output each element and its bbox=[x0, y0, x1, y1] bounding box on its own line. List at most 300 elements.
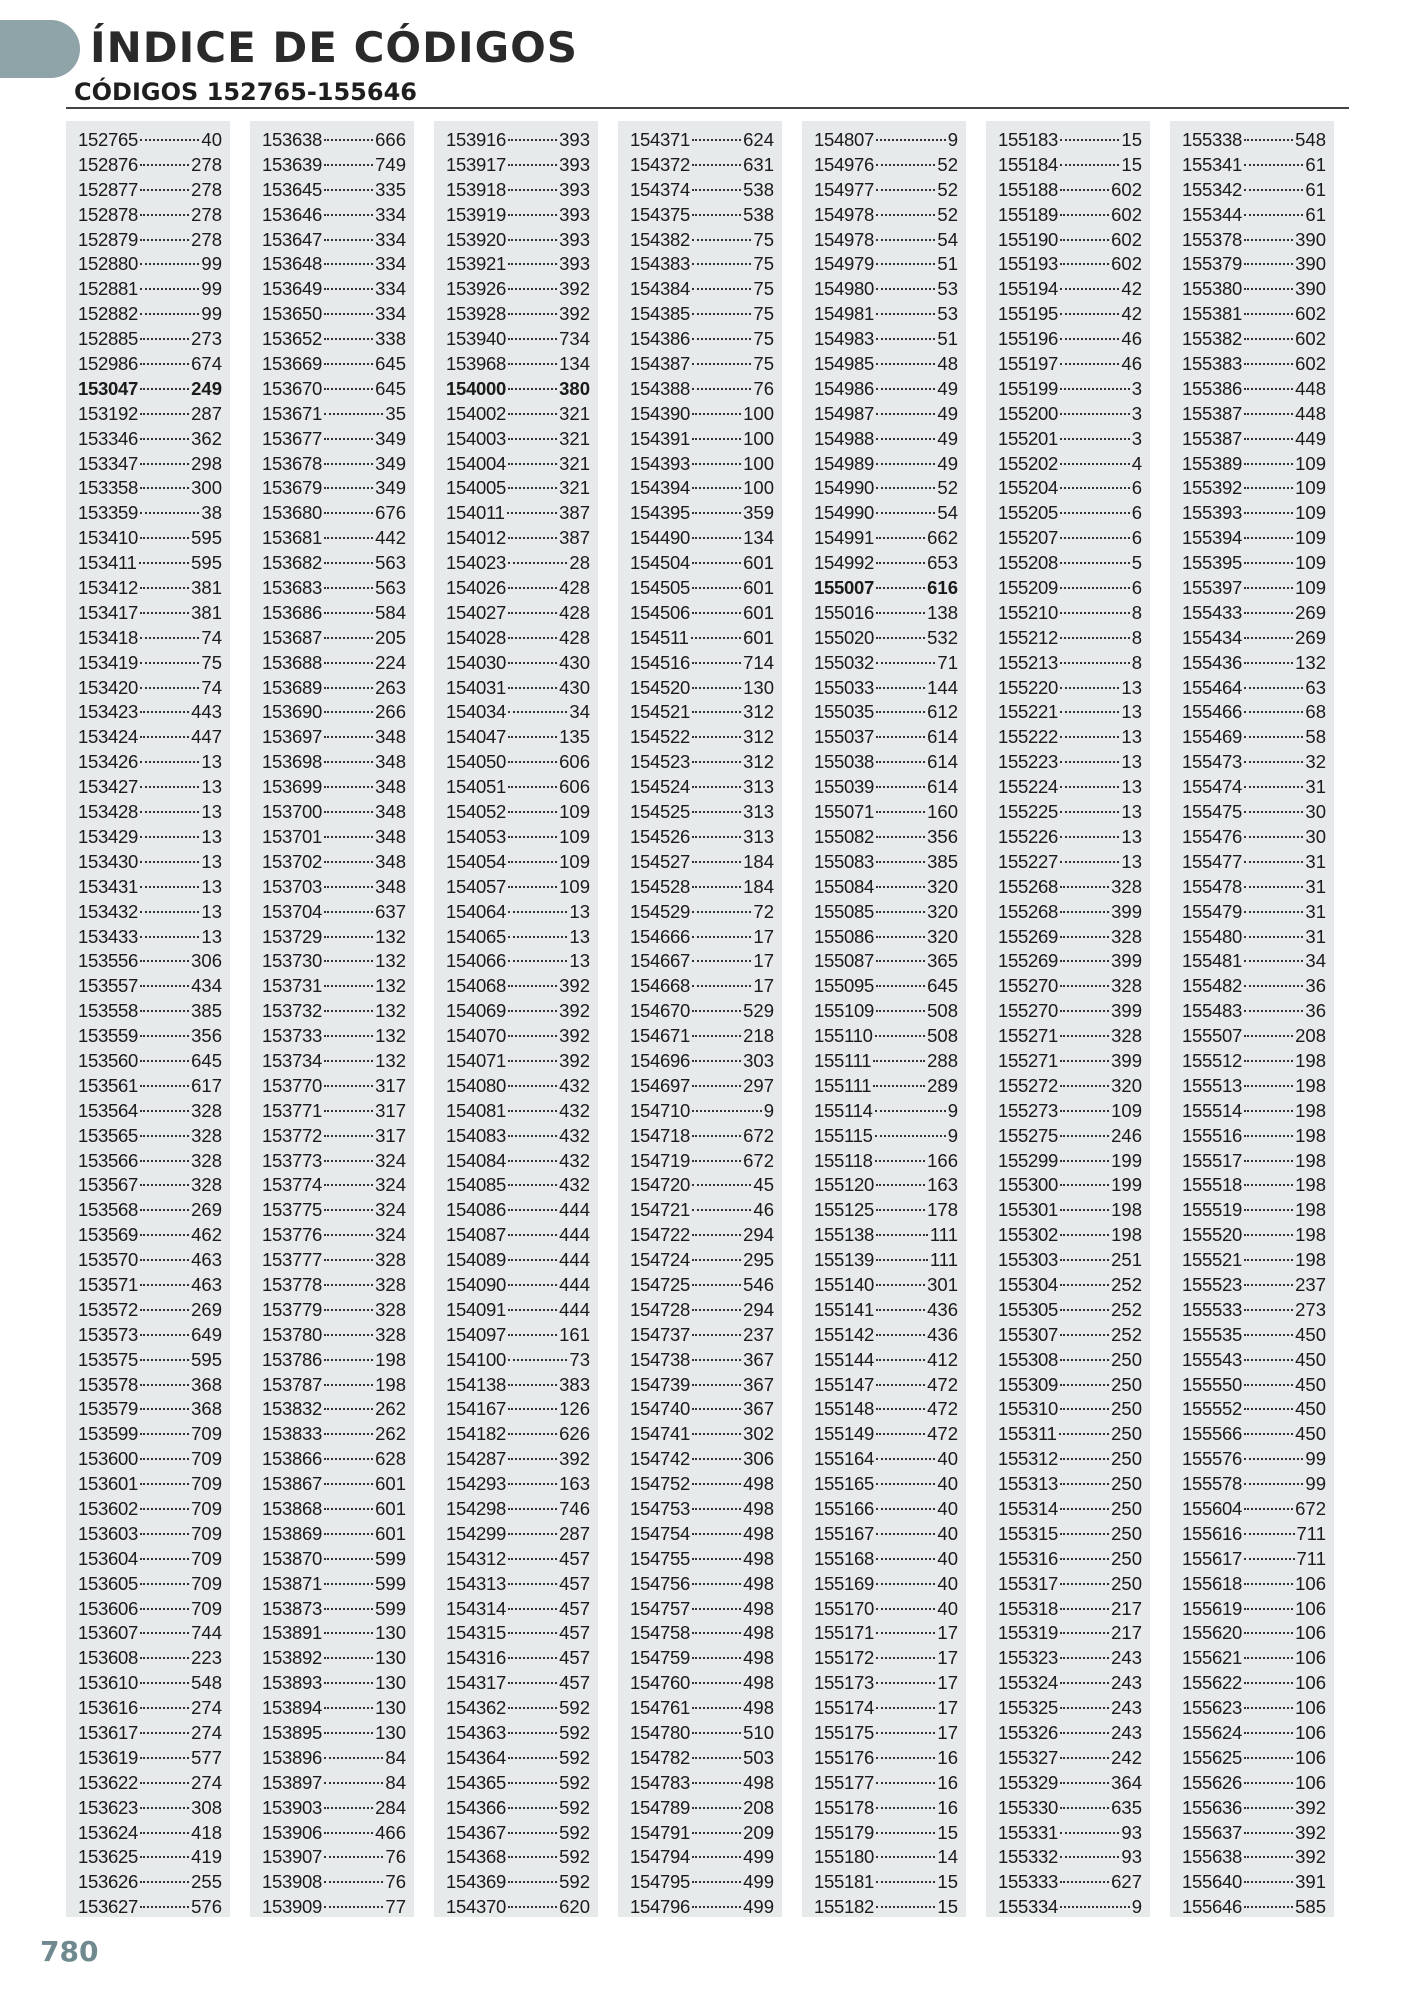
index-column-6 bbox=[986, 121, 1150, 1917]
entry-code: 154366 bbox=[446, 1796, 506, 1818]
dot-leader bbox=[1244, 1687, 1293, 1709]
entry-code: 154728 bbox=[630, 1298, 690, 1320]
entry-page: 144 bbox=[927, 676, 958, 698]
dot-leader bbox=[1060, 1836, 1119, 1858]
entry-code: 155478 bbox=[1182, 875, 1242, 897]
entry-page: 100 bbox=[743, 402, 774, 424]
entry-code: 155482 bbox=[1182, 975, 1242, 997]
dot-leader bbox=[324, 1189, 373, 1211]
dot-leader bbox=[140, 1015, 189, 1037]
dot-leader bbox=[1244, 940, 1303, 962]
entry-code: 155222 bbox=[998, 726, 1058, 748]
dot-leader bbox=[140, 1463, 189, 1485]
entry-page: 106 bbox=[1295, 1746, 1326, 1768]
dot-leader bbox=[140, 1538, 189, 1560]
entry-page: 130 bbox=[375, 1722, 406, 1743]
entry-code: 155200 bbox=[998, 402, 1058, 424]
entry-page: 13 bbox=[569, 900, 590, 922]
entry-code: 155164 bbox=[814, 1448, 874, 1470]
entry-page: 392 bbox=[559, 1000, 590, 1022]
entry-code: 153570 bbox=[78, 1249, 138, 1271]
dot-leader bbox=[508, 418, 557, 440]
dot-leader bbox=[876, 517, 925, 539]
entry-code: 154796 bbox=[630, 1896, 690, 1918]
entry-code: 155338 bbox=[1182, 129, 1242, 150]
entry-code: 155473 bbox=[1182, 751, 1242, 773]
entry-code: 154988 bbox=[814, 427, 874, 449]
entry-page: 498 bbox=[743, 1473, 774, 1495]
entry-page: 138 bbox=[927, 601, 958, 623]
entry-page: 368 bbox=[191, 1373, 222, 1395]
dot-leader bbox=[692, 990, 741, 1012]
dot-leader bbox=[692, 1687, 741, 1709]
entry-page: 620 bbox=[559, 1896, 590, 1918]
entry-page: 367 bbox=[743, 1398, 774, 1420]
entry-code: 154394 bbox=[630, 477, 690, 499]
dot-leader bbox=[692, 691, 741, 713]
dot-leader bbox=[324, 343, 373, 365]
entry-code: 153566 bbox=[78, 1149, 138, 1171]
dot-leader bbox=[508, 990, 557, 1012]
entry-page: 13 bbox=[569, 950, 590, 972]
entry-page: 419 bbox=[191, 1846, 222, 1868]
dot-leader bbox=[140, 1438, 189, 1460]
index-entry bbox=[250, 1891, 414, 1916]
entry-page: 250 bbox=[1111, 1398, 1142, 1420]
dot-leader bbox=[692, 1787, 741, 1809]
dot-leader bbox=[508, 268, 557, 290]
entry-page: 324 bbox=[375, 1174, 406, 1196]
index-column-1 bbox=[66, 121, 230, 1917]
entry-page: 508 bbox=[927, 1025, 958, 1047]
entry-page: 224 bbox=[375, 651, 406, 673]
dot-leader bbox=[875, 1015, 926, 1037]
entry-page: 601 bbox=[375, 1473, 406, 1495]
entry-page: 8 bbox=[1131, 601, 1142, 623]
index-column-2 bbox=[250, 121, 414, 1917]
dot-leader bbox=[324, 1314, 373, 1336]
entry-page: 198 bbox=[375, 1373, 406, 1395]
entry-code: 155310 bbox=[998, 1398, 1058, 1420]
entry-page: 601 bbox=[375, 1522, 406, 1544]
entry-code: 155269 bbox=[998, 950, 1058, 972]
dot-leader bbox=[876, 1189, 925, 1211]
dot-leader bbox=[876, 1836, 935, 1858]
dot-leader bbox=[324, 1413, 373, 1435]
dot-leader bbox=[508, 1090, 557, 1112]
dot-leader bbox=[140, 243, 199, 265]
entry-page: 450 bbox=[1295, 1398, 1326, 1420]
dot-leader bbox=[324, 268, 373, 290]
entry-page: 208 bbox=[1295, 1025, 1326, 1047]
entry-code: 153428 bbox=[78, 801, 138, 823]
subtitle-range: 152765-155646 bbox=[206, 78, 417, 106]
entry-code: 154167 bbox=[446, 1398, 506, 1420]
entry-code: 153602 bbox=[78, 1497, 138, 1519]
entry-code: 154054 bbox=[446, 850, 506, 872]
entry-code: 154089 bbox=[446, 1249, 506, 1271]
dot-leader bbox=[140, 965, 189, 987]
dot-leader bbox=[1060, 492, 1130, 514]
dot-leader bbox=[1060, 542, 1130, 564]
entry-page: 109 bbox=[559, 875, 590, 897]
entry-code: 155224 bbox=[998, 776, 1058, 798]
dot-leader bbox=[1244, 467, 1293, 489]
entry-code: 153895 bbox=[262, 1722, 322, 1743]
dot-leader bbox=[324, 1762, 383, 1784]
dot-leader bbox=[876, 866, 925, 888]
dot-leader bbox=[508, 243, 557, 265]
entry-page: 269 bbox=[191, 1199, 222, 1221]
entry-code: 154760 bbox=[630, 1672, 690, 1694]
entry-page: 208 bbox=[743, 1796, 774, 1818]
entry-code: 155140 bbox=[814, 1273, 874, 1295]
entry-code: 155180 bbox=[814, 1846, 874, 1868]
entry-code: 154370 bbox=[446, 1896, 506, 1918]
dot-leader bbox=[1060, 1488, 1109, 1510]
entry-code: 155518 bbox=[1182, 1174, 1242, 1196]
dot-leader bbox=[140, 1588, 189, 1610]
entry-code: 153561 bbox=[78, 1074, 138, 1096]
dot-leader bbox=[324, 169, 373, 191]
dot-leader bbox=[1244, 1438, 1303, 1460]
entry-code: 154383 bbox=[630, 253, 690, 275]
dot-leader bbox=[1244, 691, 1303, 713]
dot-leader bbox=[692, 418, 741, 440]
dot-leader bbox=[324, 194, 373, 216]
entry-code: 153420 bbox=[78, 676, 138, 698]
dot-leader bbox=[324, 219, 373, 241]
dot-leader bbox=[140, 667, 199, 689]
dot-leader bbox=[508, 940, 567, 962]
entry-code: 155220 bbox=[998, 676, 1058, 698]
entry-code: 154287 bbox=[446, 1448, 506, 1470]
entry-page: 599 bbox=[375, 1572, 406, 1594]
dot-leader bbox=[140, 1314, 189, 1336]
entry-code: 154720 bbox=[630, 1174, 690, 1196]
entry-page: 320 bbox=[927, 875, 958, 897]
entry-code: 153648 bbox=[262, 253, 322, 275]
entry-code: 154026 bbox=[446, 577, 506, 599]
entry-code: 154780 bbox=[630, 1722, 690, 1743]
entry-page: 328 bbox=[1111, 875, 1142, 897]
entry-code: 154080 bbox=[446, 1074, 506, 1096]
dot-leader bbox=[692, 841, 741, 863]
entry-page: 126 bbox=[559, 1398, 590, 1420]
entry-code: 155393 bbox=[1182, 502, 1242, 524]
dot-leader bbox=[692, 293, 751, 315]
dot-leader bbox=[876, 542, 925, 564]
entry-page: 392 bbox=[559, 278, 590, 300]
dot-leader bbox=[324, 368, 373, 390]
entry-code: 155483 bbox=[1182, 1000, 1242, 1022]
entry-page: 672 bbox=[743, 1124, 774, 1146]
dot-leader bbox=[1060, 1662, 1109, 1684]
entry-code: 154710 bbox=[630, 1099, 690, 1121]
dot-leader bbox=[692, 1214, 741, 1236]
dot-leader bbox=[1060, 1563, 1109, 1585]
dot-leader bbox=[140, 642, 199, 664]
entry-page: 508 bbox=[927, 1000, 958, 1022]
dot-leader bbox=[1060, 716, 1119, 738]
entry-code: 155084 bbox=[814, 875, 874, 897]
entry-code: 154052 bbox=[446, 801, 506, 823]
dot-leader bbox=[140, 891, 199, 913]
entry-page: 51 bbox=[937, 253, 958, 275]
dot-leader bbox=[140, 268, 199, 290]
entry-page: 13 bbox=[201, 850, 222, 872]
entry-code: 154097 bbox=[446, 1323, 506, 1345]
entry-code: 153412 bbox=[78, 577, 138, 599]
dot-leader bbox=[508, 1687, 557, 1709]
dot-leader bbox=[692, 169, 741, 191]
dot-leader bbox=[324, 1264, 373, 1286]
entry-page: 4 bbox=[1131, 452, 1142, 474]
dot-leader bbox=[508, 1040, 557, 1062]
entry-code: 154371 bbox=[630, 129, 690, 150]
entry-code: 153778 bbox=[262, 1273, 322, 1295]
entry-page: 602 bbox=[1295, 353, 1326, 375]
entry-code: 152879 bbox=[78, 228, 138, 250]
entry-code: 155433 bbox=[1182, 601, 1242, 623]
dot-leader bbox=[692, 517, 741, 539]
dot-leader bbox=[140, 1787, 189, 1809]
entry-page: 359 bbox=[743, 502, 774, 524]
dot-leader bbox=[508, 119, 557, 141]
entry-code: 155317 bbox=[998, 1572, 1058, 1594]
entry-code: 154374 bbox=[630, 178, 690, 200]
dot-leader bbox=[692, 766, 741, 788]
dot-leader bbox=[1060, 467, 1130, 489]
dot-leader bbox=[1244, 617, 1293, 639]
entry-page: 448 bbox=[1295, 402, 1326, 424]
entry-page: 392 bbox=[559, 303, 590, 325]
dot-leader bbox=[324, 990, 373, 1012]
dot-leader bbox=[140, 169, 189, 191]
dot-leader bbox=[1244, 343, 1293, 365]
entry-page: 3 bbox=[1131, 377, 1142, 399]
dot-leader bbox=[508, 1787, 557, 1809]
entry-page: 399 bbox=[1111, 900, 1142, 922]
entry-page: 348 bbox=[375, 825, 406, 847]
entry-page: 324 bbox=[375, 1199, 406, 1221]
entry-code: 155147 bbox=[814, 1373, 874, 1395]
entry-code: 155332 bbox=[998, 1846, 1058, 1868]
entry-code: 155221 bbox=[998, 701, 1058, 723]
entry-code: 154525 bbox=[630, 801, 690, 823]
entry-code: 155543 bbox=[1182, 1348, 1242, 1370]
dot-leader bbox=[1060, 1762, 1109, 1784]
entry-page: 5 bbox=[1131, 552, 1142, 574]
entry-page: 99 bbox=[201, 278, 222, 300]
dot-leader bbox=[1244, 243, 1293, 265]
entry-code: 153680 bbox=[262, 502, 322, 524]
entry-page: 109 bbox=[559, 801, 590, 823]
entry-code: 154978 bbox=[814, 228, 874, 250]
dot-leader bbox=[140, 841, 199, 863]
dot-leader bbox=[324, 667, 373, 689]
entry-code: 155313 bbox=[998, 1473, 1058, 1495]
dot-leader bbox=[876, 1513, 935, 1535]
entry-code: 155183 bbox=[998, 129, 1058, 150]
entry-page: 602 bbox=[1295, 328, 1326, 350]
entry-code: 154393 bbox=[630, 452, 690, 474]
entry-page: 498 bbox=[743, 1547, 774, 1569]
entry-code: 155032 bbox=[814, 651, 874, 673]
dot-leader bbox=[692, 1861, 741, 1883]
dot-leader bbox=[140, 1812, 189, 1834]
dot-leader bbox=[140, 517, 189, 539]
entry-page: 348 bbox=[375, 726, 406, 748]
dot-leader bbox=[876, 119, 946, 141]
entry-code: 154516 bbox=[630, 651, 690, 673]
entry-page: 6 bbox=[1131, 527, 1142, 549]
entry-code: 154085 bbox=[446, 1174, 506, 1196]
dot-leader bbox=[324, 1886, 383, 1908]
entry-page: 49 bbox=[937, 427, 958, 449]
entry-code: 155469 bbox=[1182, 726, 1242, 748]
entry-code: 155520 bbox=[1182, 1224, 1242, 1246]
entry-code: 154000 bbox=[446, 377, 506, 399]
dot-leader bbox=[876, 1687, 935, 1709]
dot-leader bbox=[876, 1538, 935, 1560]
dot-leader bbox=[1060, 1787, 1109, 1809]
dot-leader bbox=[1244, 1463, 1303, 1485]
entry-page: 53 bbox=[937, 278, 958, 300]
entry-page: 13 bbox=[201, 776, 222, 798]
entry-code: 153192 bbox=[78, 402, 138, 424]
entry-page: 198 bbox=[1295, 1074, 1326, 1096]
entry-code: 154372 bbox=[630, 153, 690, 175]
dot-leader bbox=[1059, 1413, 1110, 1435]
dot-leader bbox=[508, 1612, 557, 1634]
entry-page: 349 bbox=[375, 452, 406, 474]
entry-code: 155213 bbox=[998, 651, 1058, 673]
entry-code: 153868 bbox=[262, 1497, 322, 1519]
entry-page: 592 bbox=[559, 1771, 590, 1793]
entry-code: 155197 bbox=[998, 353, 1058, 375]
entry-page: 9 bbox=[763, 1099, 774, 1121]
entry-page: 17 bbox=[753, 925, 774, 947]
entry-code: 155168 bbox=[814, 1547, 874, 1569]
entry-page: 313 bbox=[743, 825, 774, 847]
dot-leader bbox=[876, 492, 935, 514]
entry-code: 155622 bbox=[1182, 1672, 1242, 1694]
entry-code: 155329 bbox=[998, 1771, 1058, 1793]
entry-page: 237 bbox=[1295, 1273, 1326, 1295]
entry-code: 153773 bbox=[262, 1149, 322, 1171]
entry-page: 160 bbox=[927, 801, 958, 823]
dot-leader bbox=[692, 1339, 741, 1361]
dot-leader bbox=[324, 318, 373, 340]
entry-code: 155207 bbox=[998, 527, 1058, 549]
entry-page: 368 bbox=[191, 1398, 222, 1420]
dot-leader bbox=[1060, 219, 1109, 241]
entry-page: 462 bbox=[191, 1224, 222, 1246]
dot-leader bbox=[1244, 1015, 1293, 1037]
entry-page: 250 bbox=[1111, 1348, 1142, 1370]
entry-code: 153908 bbox=[262, 1871, 322, 1893]
entry-code: 155275 bbox=[998, 1124, 1058, 1146]
entry-code: 153677 bbox=[262, 427, 322, 449]
dot-leader bbox=[508, 766, 557, 788]
entry-code: 154367 bbox=[446, 1821, 506, 1843]
entry-page: 6 bbox=[1131, 577, 1142, 599]
dot-leader bbox=[1060, 1189, 1109, 1211]
entry-page: 262 bbox=[375, 1398, 406, 1420]
entry-code: 153670 bbox=[262, 377, 322, 399]
dot-leader bbox=[508, 841, 557, 863]
entry-page: 442 bbox=[375, 527, 406, 549]
entry-page: 109 bbox=[1295, 502, 1326, 524]
entry-page: 106 bbox=[1295, 1771, 1326, 1793]
entry-code: 155480 bbox=[1182, 925, 1242, 947]
entry-code: 153417 bbox=[78, 601, 138, 623]
dot-leader bbox=[692, 119, 741, 141]
dot-leader bbox=[508, 617, 557, 639]
entry-page: 198 bbox=[1111, 1199, 1142, 1221]
entry-page: 449 bbox=[1295, 427, 1326, 449]
entry-page: 278 bbox=[191, 178, 222, 200]
dot-leader bbox=[692, 940, 751, 962]
dot-leader bbox=[692, 567, 741, 589]
dot-leader bbox=[324, 293, 373, 315]
entry-code: 153426 bbox=[78, 751, 138, 773]
dot-leader bbox=[140, 1737, 189, 1759]
dot-leader bbox=[508, 1836, 557, 1858]
entry-page: 13 bbox=[1121, 676, 1142, 698]
entry-code: 155386 bbox=[1182, 377, 1242, 399]
entry-code: 152765 bbox=[78, 129, 138, 150]
dot-leader bbox=[508, 1289, 557, 1311]
dot-leader bbox=[1244, 194, 1303, 216]
dot-leader bbox=[324, 1140, 373, 1162]
dot-leader bbox=[1060, 791, 1119, 813]
dot-leader bbox=[140, 1488, 189, 1510]
entry-code: 155184 bbox=[998, 153, 1058, 175]
dot-leader bbox=[140, 1687, 189, 1709]
dot-leader bbox=[692, 467, 741, 489]
dot-leader bbox=[692, 1513, 741, 1535]
entry-page: 36 bbox=[1305, 975, 1326, 997]
dot-leader bbox=[324, 1065, 373, 1087]
entry-code: 152885 bbox=[78, 328, 138, 350]
dot-leader bbox=[876, 1289, 925, 1311]
entry-page: 13 bbox=[201, 825, 222, 847]
entry-code: 153697 bbox=[262, 726, 322, 748]
entry-code: 155193 bbox=[998, 253, 1058, 275]
entry-page: 612 bbox=[927, 701, 958, 723]
entry-code: 154739 bbox=[630, 1373, 690, 1395]
entry-code: 155223 bbox=[998, 751, 1058, 773]
dot-leader bbox=[876, 1886, 935, 1908]
entry-code: 154992 bbox=[814, 552, 874, 574]
entry-code: 154505 bbox=[630, 577, 690, 599]
dot-leader bbox=[1244, 1364, 1293, 1386]
dot-leader bbox=[324, 1861, 383, 1883]
entry-code: 153423 bbox=[78, 701, 138, 723]
entry-code: 154386 bbox=[630, 328, 690, 350]
dot-leader bbox=[1060, 293, 1119, 315]
entry-page: 601 bbox=[375, 1497, 406, 1519]
entry-page: 243 bbox=[1111, 1672, 1142, 1694]
dot-leader bbox=[324, 1115, 373, 1137]
entry-page: 548 bbox=[191, 1672, 222, 1694]
entry-code: 153686 bbox=[262, 601, 322, 623]
entry-page: 198 bbox=[1295, 1199, 1326, 1221]
dot-leader bbox=[876, 318, 935, 340]
entry-code: 153734 bbox=[262, 1049, 322, 1071]
